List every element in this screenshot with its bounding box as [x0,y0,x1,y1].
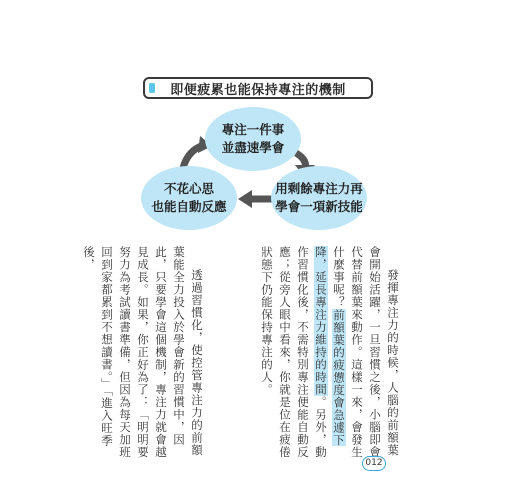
body-paragraph-2 [82,246,206,461]
node-focus-one-thing [205,107,301,171]
page-number: 012 [362,456,386,471]
node-right-line-1: 用剩餘專注力再 [275,181,363,196]
paragraph-1-text-a: 發揮專注力的時候，人腦的前額葉會開始活躍，一旦習慣之後，小腦即會代替前額葉來動作。這樣一來，會發生什麼事呢？ [332,246,400,459]
paragraph-2-text: 透過習慣化，使控管專注力的前額葉能全力投入於學會新的習慣中，因此，只要學會這個機制，專注力就會越見成長。如果，你正好為了：「明明要努力為考試讀書準備，但因為每天加班回到家都累到不想讀書。」「進入旺季後， [82,246,204,459]
arrow-right-to-left-head [238,190,252,208]
node-automatic-reaction [141,166,237,230]
paragraph-1-highlight: 前額葉的疲憊度會急遽下降，延長專注力維持的時間 [314,246,346,446]
node-left-line-1: 不花心思 [163,181,214,196]
body-paragraph-1 [212,246,402,461]
node-top-line-2: 並盡速學會 [221,140,285,155]
diagram-title: 即便疲累也能保持專注的機制 [170,82,346,98]
node-learn-new-skill [271,166,367,230]
node-right-line-2: 學會一項新技能 [275,199,363,214]
node-left-line-2: 也能自動反應 [151,199,227,214]
node-top-line-1: 專注一件事 [221,122,285,137]
paragraph-1-text-b: 。另外，動作習慣化後，不需特別專注便能自動反應；從旁人眼中看來，你就是位在疲倦狀態下仍能保持專注的人。 [260,246,328,459]
